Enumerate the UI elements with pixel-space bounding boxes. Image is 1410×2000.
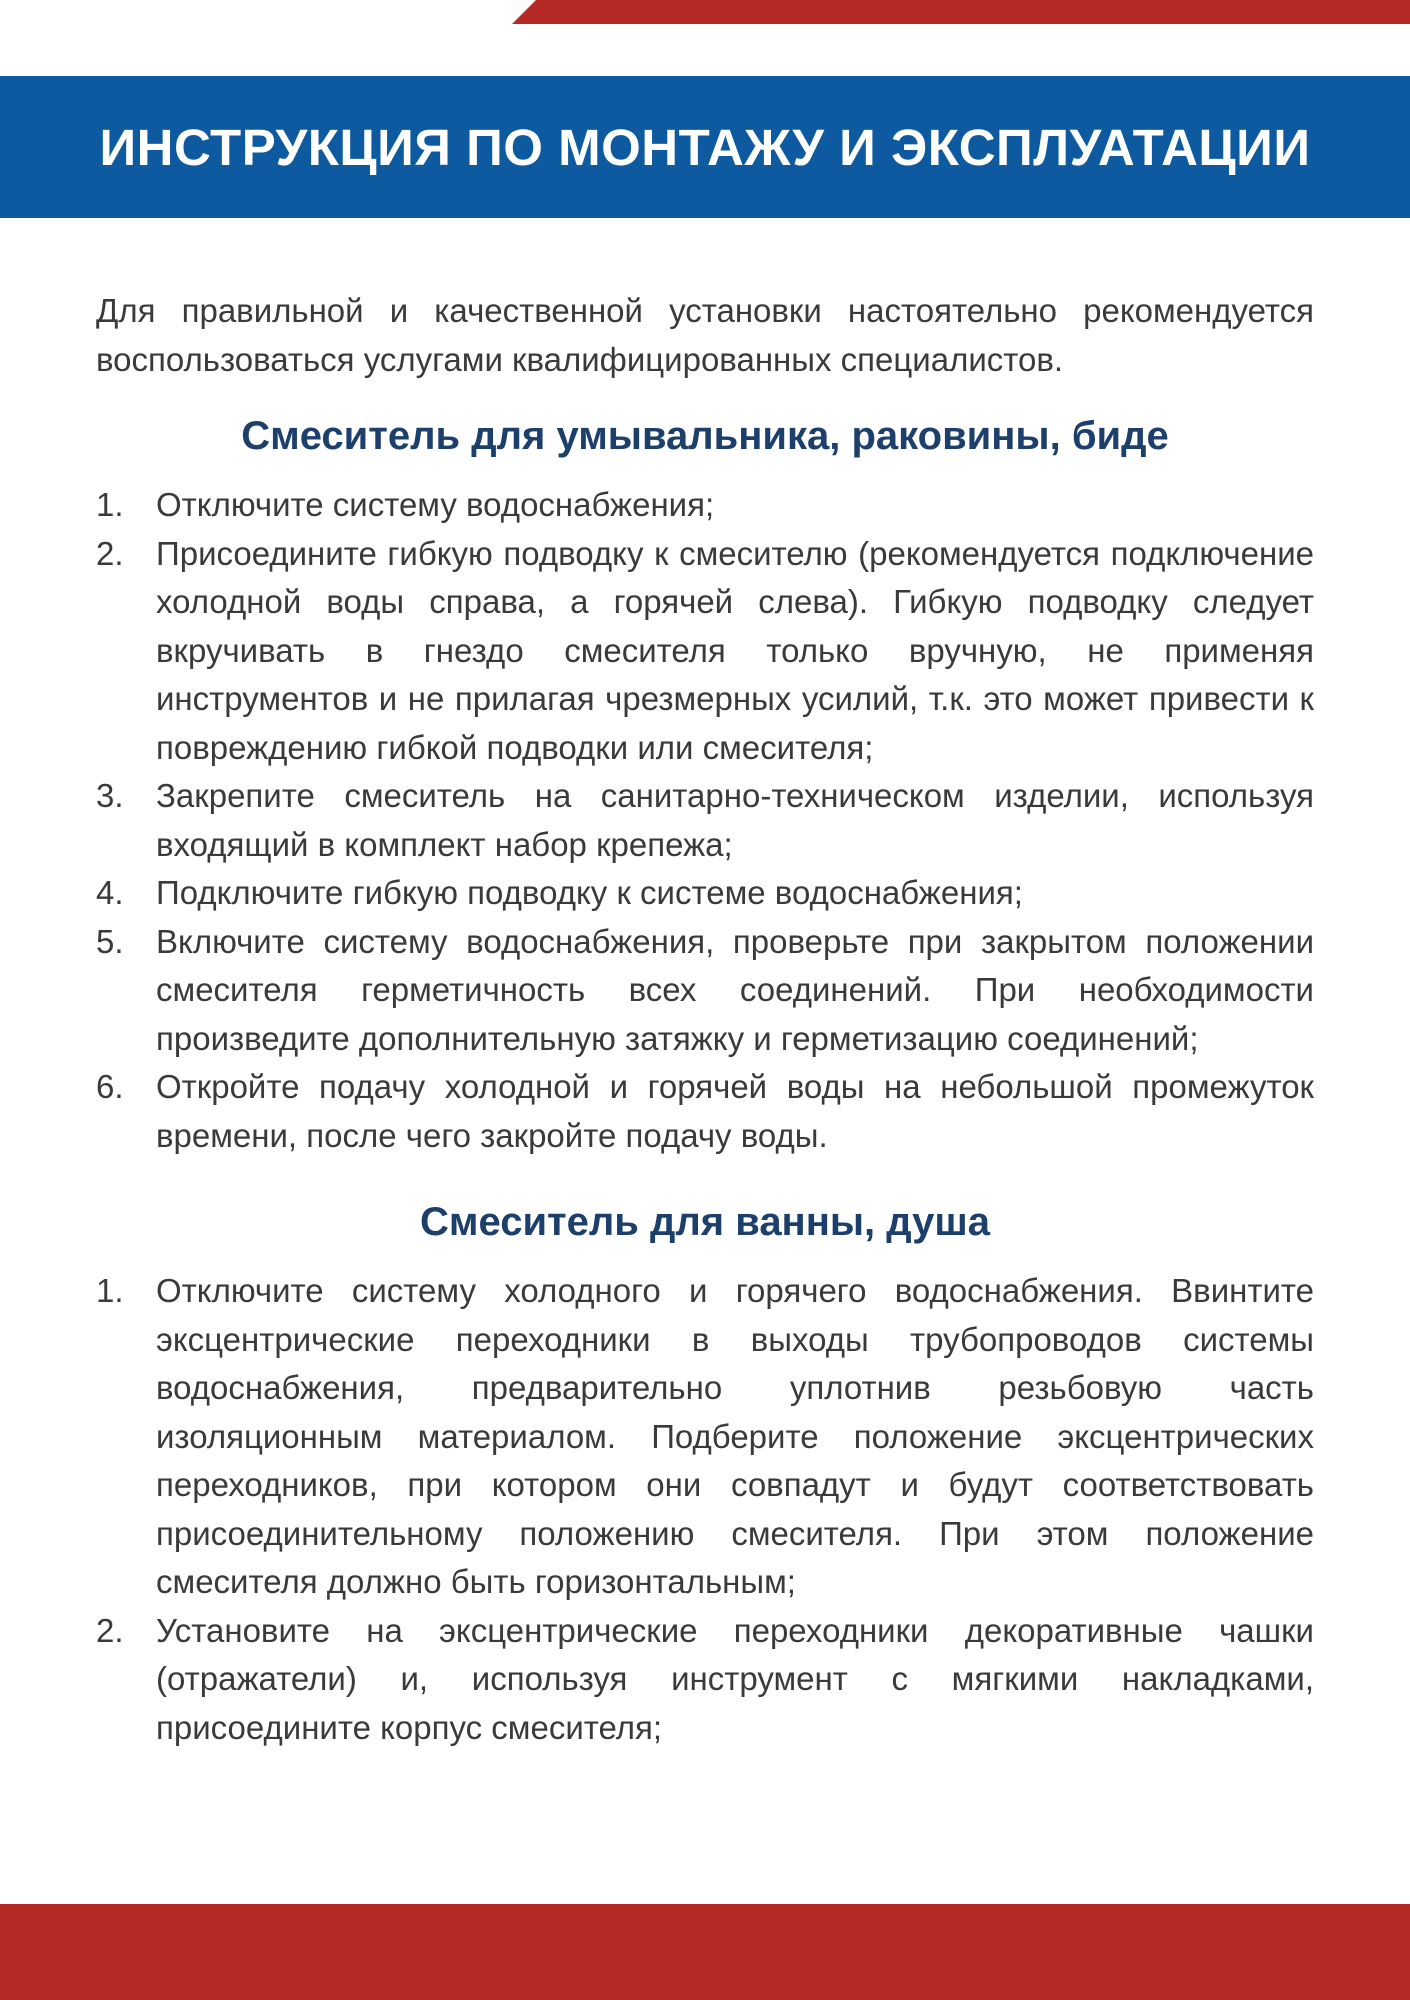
step-item (96, 918, 1314, 1064)
step-item (96, 1063, 1314, 1160)
top-red-stripe (512, 0, 1410, 24)
bottom-red-band (0, 1904, 1410, 2000)
steps-list (96, 1267, 1314, 1752)
step-number: 6. (96, 1068, 124, 1105)
step-number: 4. (96, 874, 124, 911)
section-title: Смеситель для ванны, душа (420, 1200, 990, 1244)
step-text: Отключите систему водоснабжения; (156, 486, 715, 523)
step-text: Установите на эксцентрические переходники декоративные чашки (отражатели) и, используя инструмент с мягкими накладками, присоедините корпус смесителя; (156, 1611, 1314, 1746)
section-title: Смеситель для умывальника, раковины, биде (241, 414, 1169, 458)
step-number: 2. (96, 1611, 124, 1649)
step-number: 2. (96, 534, 124, 572)
step-item (96, 481, 1314, 530)
steps-list (96, 481, 1314, 1160)
page-title: ИНСТРУКЦИЯ ПО МОНТАЖУ И ЭКСПЛУАТАЦИИ (99, 118, 1311, 176)
step-text: Присоедините гибкую подводку к смесителю (рекомендуется подключение холодной воды справа, а горячей слева). Гибкую подводку следует вкручивать в гнездо смесителя только вручную, не применяя инструментов и не прилагая чрезмерных усилий, т.к. это может привести к повреждению гибкой подводки или смесителя; (156, 534, 1314, 766)
section-bath-shower-mixer (96, 1200, 1314, 1752)
step-text: Подключите гибкую подводку к системе водоснабжения; (156, 874, 1023, 911)
header-band (0, 76, 1410, 218)
step-item (96, 869, 1314, 918)
step-number: 1. (96, 1272, 124, 1309)
step-number: 3. (96, 777, 124, 814)
section-basin-mixer (96, 414, 1314, 1160)
step-item (96, 772, 1314, 869)
intro-paragraph: Для правильной и качественной установки настоятельно рекомендуется воспользоваться услугами квалифицированных специалистов. (96, 292, 1314, 378)
step-text: Включите систему водоснабжения, проверьте при закрытом положении смесителя герметичность всех соединений. При необходимости произведите дополнительную затяжку и герметизацию соединений; (156, 922, 1314, 1057)
instructions-content (96, 286, 1314, 1792)
step-text: Отключите систему холодного и горячего водоснабжения. Ввинтите эксцентрические переходники в выходы трубопроводов системы водоснабжения, предварительно уплотнив резьбовую часть изоляционным материалом. Подберите положение эксцентрических переходников, при котором они совпадут и будут соответствовать присоединительному положению смесителя. При этом положение смесителя должно быть горизонтальным; (156, 1272, 1314, 1600)
step-item (96, 1607, 1314, 1753)
step-item (96, 530, 1314, 773)
step-text: Закрепите смеситель на санитарно-техническом изделии, используя входящий в комплект набор крепежа; (156, 777, 1314, 863)
step-item (96, 1267, 1314, 1607)
step-text: Откройте подачу холодной и горячей воды на небольшой промежуток времени, после чего закройте подачу воды. (156, 1068, 1314, 1154)
step-number: 1. (96, 486, 124, 523)
step-number: 5. (96, 922, 124, 960)
